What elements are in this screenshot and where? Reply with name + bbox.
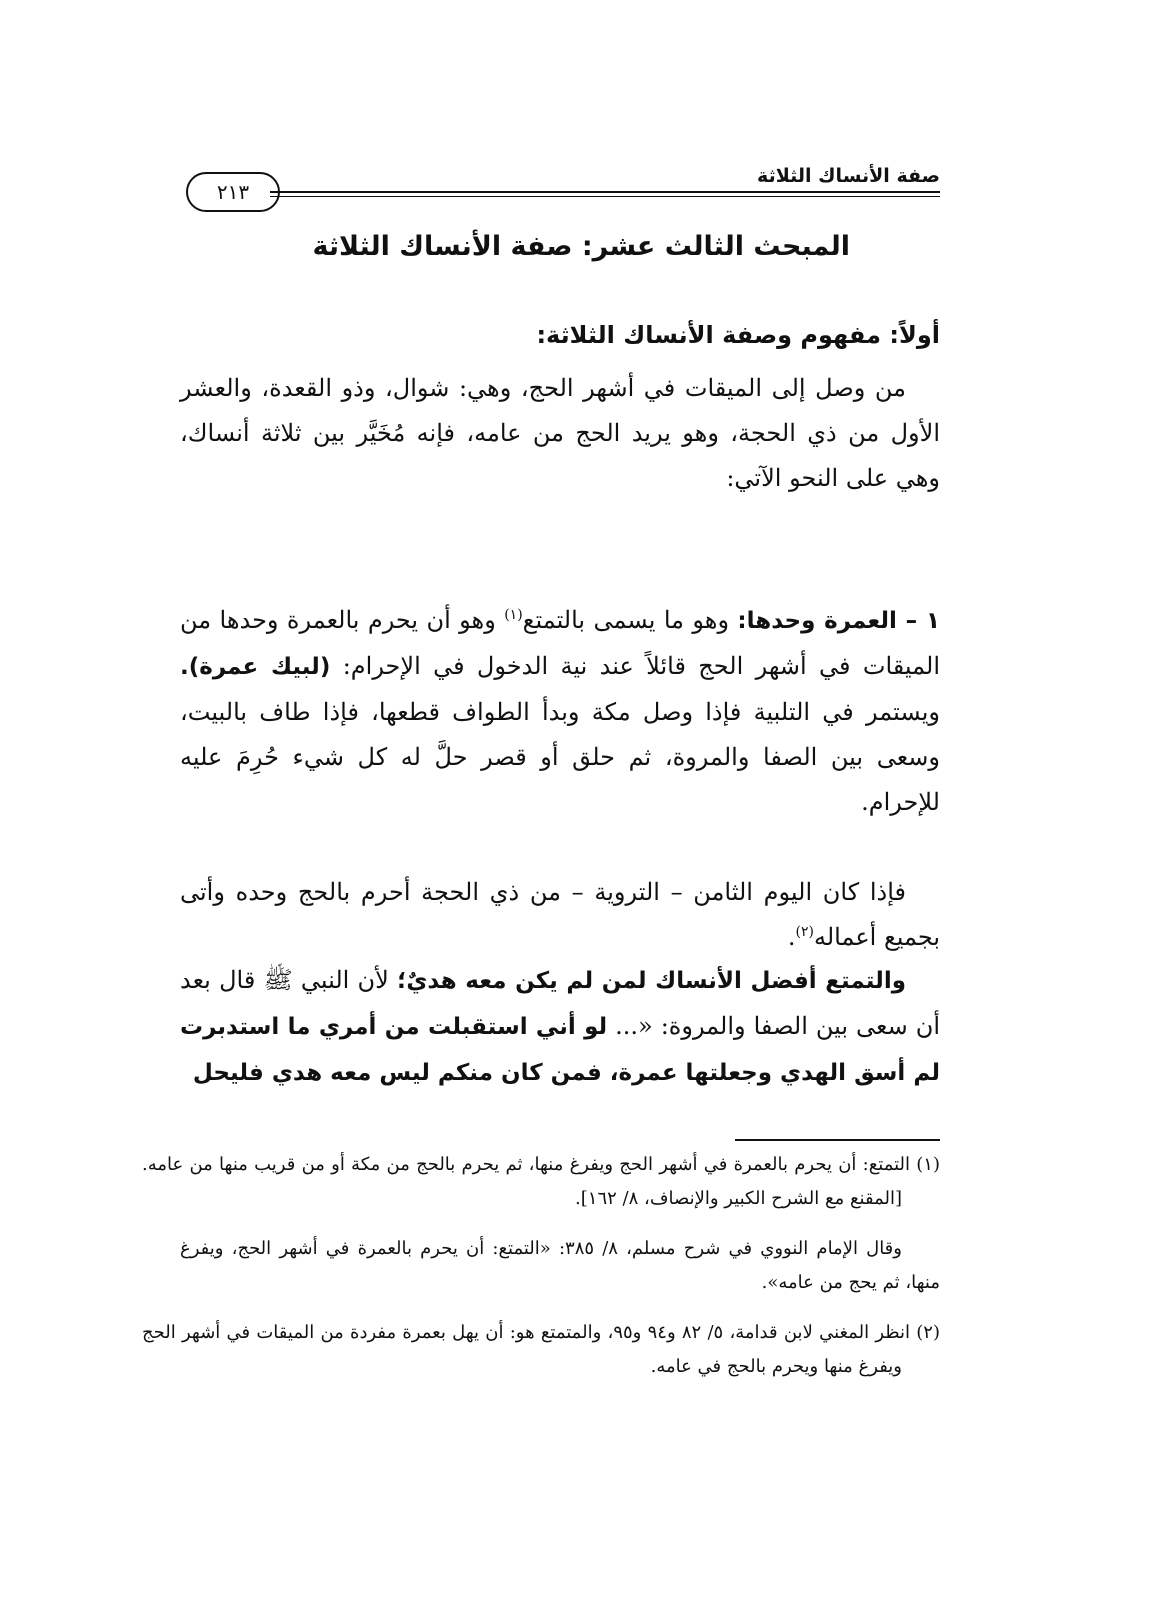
page-number: ٢١٣ xyxy=(186,172,280,212)
footnote-separator xyxy=(735,1139,940,1141)
paragraph-text: وهو أن يحرم بالعمرة وحدها من الميقات في أشهر الحج قائلاً عند نية الدخول في الإحرام: xyxy=(180,606,940,680)
bold-statement: والتمتع أفضل الأنساك لمن لم يكن معه هديٌ؛ xyxy=(397,968,907,994)
paragraph-text: ويستمر في التلبية فإذا وصل مكة وبدأ الطواف قطعها، فإذا طاف بالبيت، وسعى بين الصفا والمروة، ثم حلق أو قصر حلَّ له كل شيء حُرِمَ عليه للإحرام. xyxy=(180,698,940,816)
paragraph-umrah-alone xyxy=(180,598,940,825)
section-heading: المبحث الثالث عشر: صفة الأنساك الثلاثة xyxy=(312,231,850,262)
paragraph-text: فإذا كان اليوم الثامن – التروية – من ذي الحجة أحرم بالحج وحده وأتى بجميع أعماله xyxy=(180,878,940,951)
talbiya-text: (لبيك عمرة). xyxy=(180,654,331,680)
paragraph-tarwiya xyxy=(180,870,940,960)
header-rule xyxy=(270,191,940,193)
footnote-1-continued xyxy=(180,1232,940,1300)
paragraph-months xyxy=(180,366,940,501)
header-rule-thin xyxy=(270,196,940,197)
running-title: صفة الأنساك الثلاثة xyxy=(757,165,940,187)
footnote-text: وقال الإمام النووي في شرح مسلم، ٨/ ٣٨٥: «التمتع: أن يحرم بالعمرة في أشهر الحج، ويفرغ منها، ثم يحج من عامه». xyxy=(180,1238,940,1293)
hadith-quote: لو أني استقبلت من أمري ما استدبرت لم أسق الهدي وجعلتها عمرة، فمن كان منكم ليس معه هدي فليحل xyxy=(180,1014,940,1086)
subsection-heading: أولاً: مفهوم وصفة الأنساك الثلاثة: xyxy=(536,321,940,349)
paragraph-text: من وصل إلى الميقات في أشهر الحج، وهي: شوال، وذو القعدة، والعشر الأول من ذي الحجة، وهو يريد الحج من عامه، فإنه مُخَيَّر بين ثلاثة أنساك، وهي على النحو الآتي: xyxy=(180,374,940,492)
footnote-ref-1[interactable]: (١) xyxy=(504,607,523,623)
footnote-2: (٢) انظر المغني لابن قدامة، ٥/ ٨٢ و٩٤ و٩٥، والمتمتع هو: أن يهل بعمرة مفردة من الميقات في أشهر الحج ويفرغ منها ويحرم بالحج في عامه. xyxy=(142,1322,940,1377)
paragraph-text: لأن النبي ﷺ قال بعد أن سعى بين الصفا والمروة: «... xyxy=(180,966,940,1040)
paragraph-end: . xyxy=(787,923,796,951)
footnote-ref-2[interactable]: (٢) xyxy=(795,924,814,940)
item-label: ١ – العمرة وحدها: xyxy=(737,608,940,634)
paragraph-tamattu-best xyxy=(180,958,940,1096)
footnote-1: (١) التمتع: أن يحرم بالعمرة في أشهر الحج ويفرغ منها، ثم يحرم بالحج من مكة أو من قريب منها من عامه. [المقنع مع الشرح الكبير والإنصاف، ٨/ ١٦٢]. xyxy=(142,1154,940,1209)
paragraph-text: وهو ما يسمى بالتمتع xyxy=(522,606,730,634)
